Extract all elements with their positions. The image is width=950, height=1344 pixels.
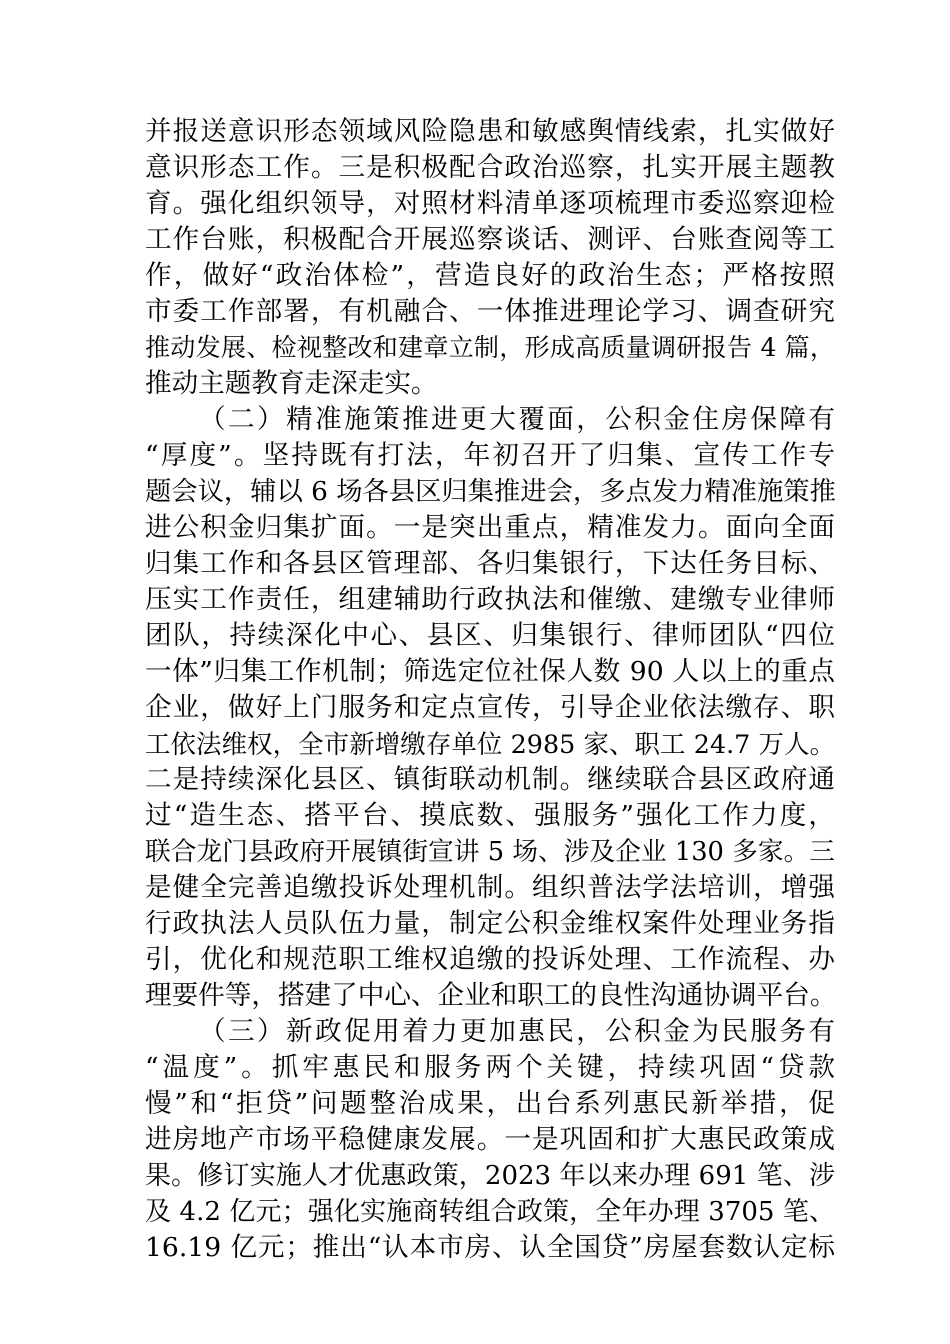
text-line: 进公积金归集扩面。一是突出重点，精准发力。面向全面 <box>145 512 835 543</box>
text-line: “温度”。抓牢惠民和服务两个关键，持续巩固“贷款 <box>145 1052 835 1083</box>
text-line: 慢”和“拒贷”问题整治成果，出台系列惠民新举措，促 <box>145 1088 835 1119</box>
text-line: 推动发展、检视整改和建章立制，形成高质量调研报告 4 篇， <box>145 333 835 362</box>
text-line: 理要件等，搭建了中心、企业和职工的良性沟通协调平台。 <box>145 980 837 1011</box>
text-line: （二）精准施策推进更大覆面，公积金住房保障有 <box>199 404 835 435</box>
text-line: 引，优化和规范职工维权追缴的投诉处理、工作流程、办 <box>145 944 835 975</box>
text-line: 工作台账，积极配合开展巡察谈话、测评、台账查阅等工 <box>145 224 835 255</box>
document-body <box>145 114 835 1266</box>
text-line: 及 4.2 亿元；强化实施商转组合政策，全年办理 3705 笔、 <box>145 1197 835 1227</box>
text-line: “厚度”。坚持既有打法，年初召开了归集、宣传工作专 <box>145 440 835 471</box>
text-line: 作，做好“政治体检”，营造良好的政治生态；严格按照 <box>145 260 835 291</box>
paragraph-p1 <box>145 114 835 402</box>
text-line: 推动主题教育走深走实。 <box>145 368 438 399</box>
text-line: 进房地产市场平稳健康发展。一是巩固和扩大惠民政策成 <box>145 1124 835 1155</box>
text-line: 是健全完善追缴投诉处理机制。组织普法学法培训，增强 <box>145 872 835 903</box>
text-line: 题会议，辅以 6 场各县区归集推进会，多点发力精准施策推 <box>145 477 836 507</box>
text-line: （三）新政促用着力更加惠民，公积金为民服务有 <box>199 1016 835 1047</box>
text-line: 一体”归集工作机制；筛选定位社保人数 90 人以上的重点 <box>145 656 835 687</box>
paragraph-p3 <box>145 1014 835 1266</box>
paragraph-p2 <box>145 402 835 1014</box>
text-line: 行政执法人员队伍力量，制定公积金维权案件处理业务指 <box>145 908 835 939</box>
text-line: 并报送意识形态领域风险隐患和敏感舆情线索，扎实做好 <box>145 116 835 147</box>
text-line: 联合龙门县政府开展镇街宣讲 5 场、涉及企业 130 多家。三 <box>145 837 835 867</box>
text-line: 团队，持续深化中心、县区、归集银行、律师团队“四位 <box>145 620 835 651</box>
text-line: 16.19 亿元；推出“认本市房、认全国贷”房屋套数认定标 <box>145 1232 835 1263</box>
text-line: 意识形态工作。三是积极配合政治巡察，扎实开展主题教 <box>145 152 835 183</box>
text-line: 二是持续深化县区、镇街联动机制。继续联合县区政府通 <box>145 764 835 795</box>
text-line: 育。强化组织领导，对照材料清单逐项梳理市委巡察迎检 <box>145 188 835 219</box>
text-line: 归集工作和各县区管理部、各归集银行，下达任务目标、 <box>145 548 835 579</box>
text-line: 过“造生态、搭平台、摸底数、强服务”强化工作力度， <box>145 800 835 831</box>
text-line: 企业，做好上门服务和定点宣传，引导企业依法缴存、职 <box>145 692 835 723</box>
text-line: 果。修订实施人才优惠政策，2023 年以来办理 691 笔、涉 <box>145 1161 835 1191</box>
text-line: 工依法维权，全市新增缴存单位 2985 家、职工 24.7 万人。 <box>145 729 835 759</box>
text-line: 市委工作部署，有机融合、一体推进理论学习、调查研究 <box>145 296 835 327</box>
text-line: 压实工作责任，组建辅助行政执法和催缴、建缴专业律师 <box>145 584 835 615</box>
